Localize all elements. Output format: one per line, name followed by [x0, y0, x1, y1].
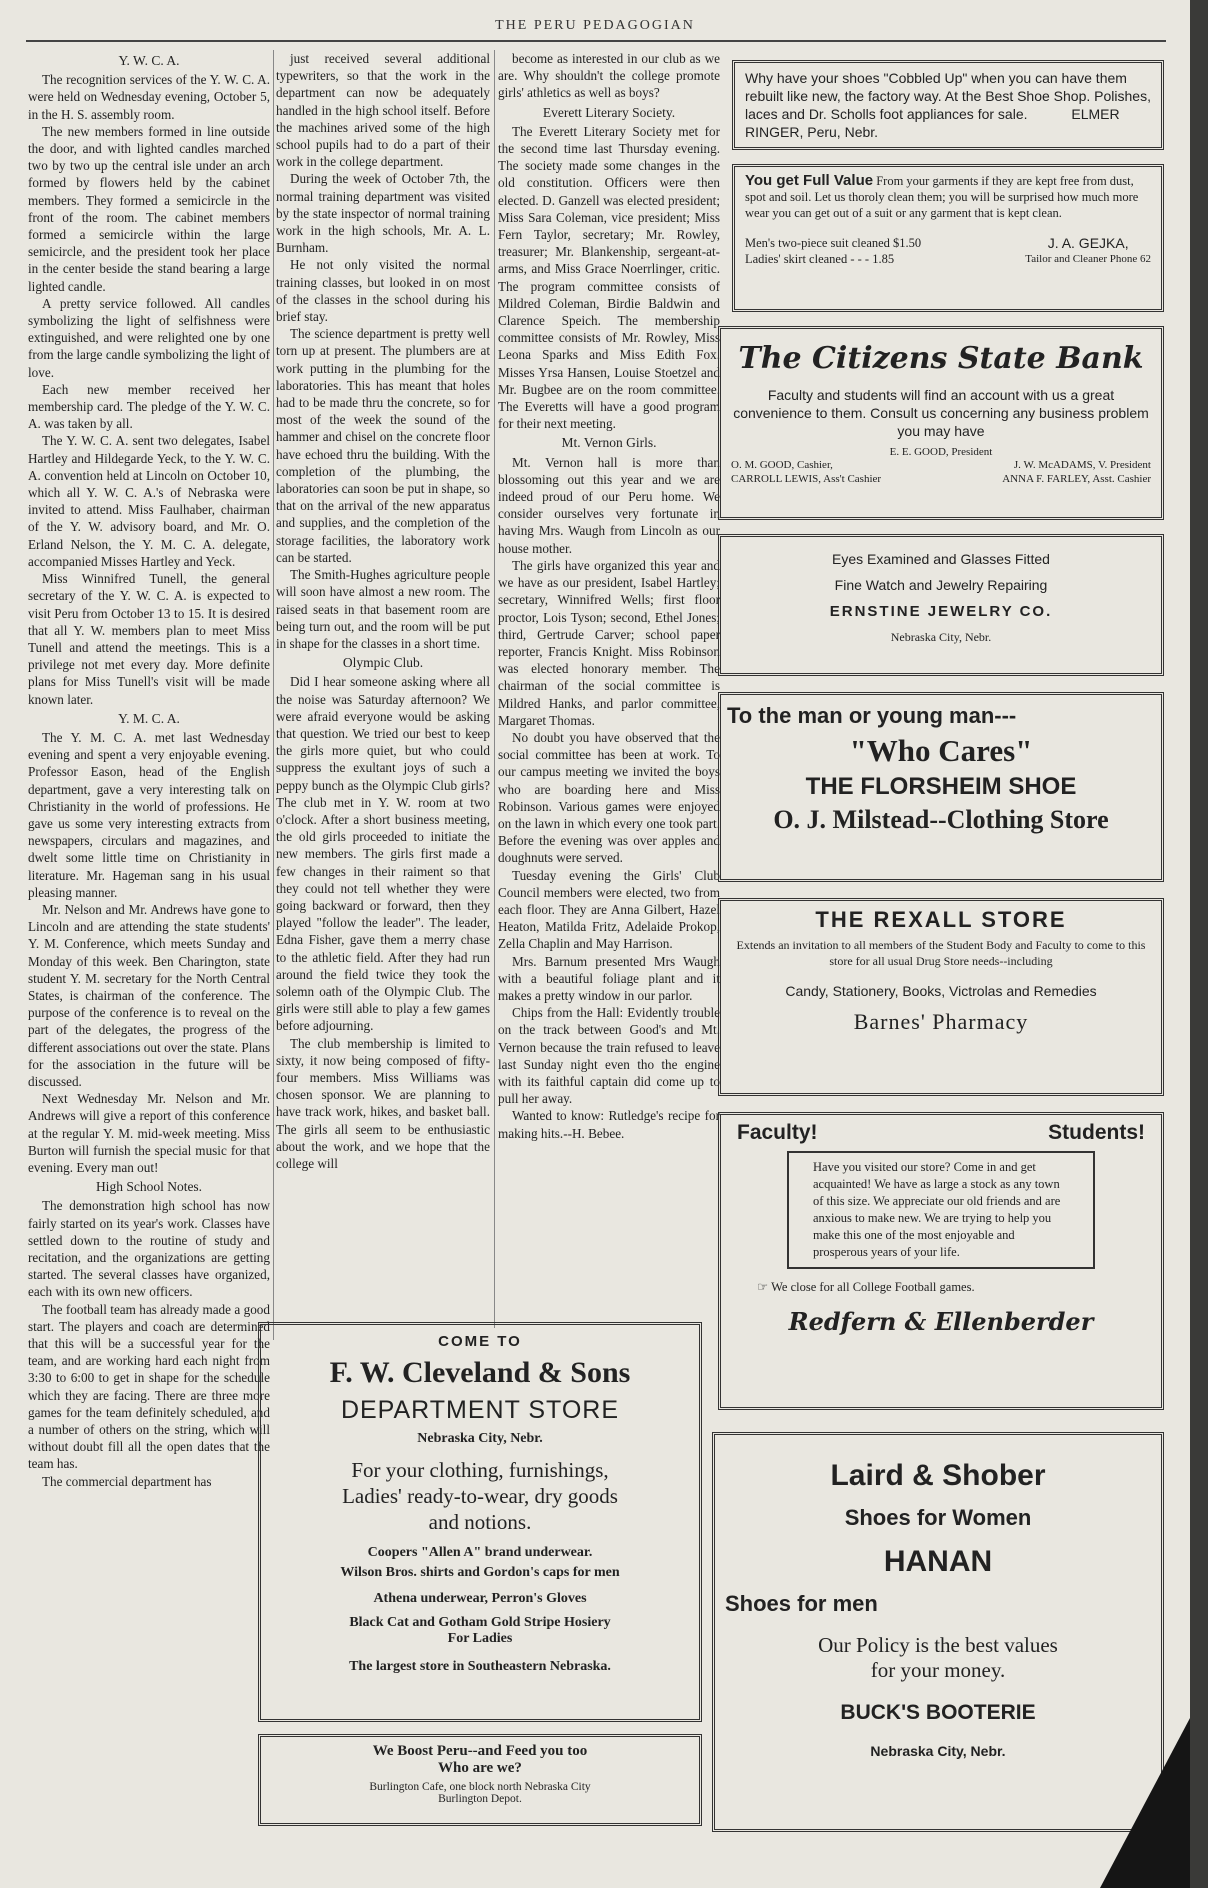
article-heading: Everett Literary Society. [542, 104, 676, 120]
ad-name: ERNSTINE JEWELRY CO. [829, 603, 1053, 620]
ad-price-line: Ladies' skirt cleaned - - - 1.85 [745, 252, 895, 266]
article-paragraph: Next Wednesday Mr. Nelson and Mr. Andrews will give a report of this conference at the regular Y. M. mid-week meeting. Miss Burton will furnish the special music for that evening. Every man out! [28, 1091, 270, 1175]
article-paragraph: Mrs. Barnum presented Mrs Waugh with a beautiful foliage plant and it makes a pretty window in our parlor. [498, 953, 720, 1003]
article-paragraph: The demonstration high school has now fairly started on its year's work. Classes have settled down to the routine of study and recitation, and the organizations are getting started. The several classes have organized, each with its own new officers. [28, 1198, 270, 1300]
bank-president: E. E. GOOD, President [889, 446, 993, 458]
article-paragraph: During the week of October 7th, the normal training department was visited by the state inspector of normal training work in the high schools, Mr. A. L. Burnham. [276, 171, 490, 256]
column-divider [273, 50, 274, 1340]
ad-florsheim [718, 692, 1164, 882]
ad-headline: F. W. Cleveland & Sons [329, 1356, 631, 1389]
column-divider [494, 50, 495, 1328]
article-heading: Y. W. C. A. [118, 53, 180, 68]
ad-text: Faculty and students will find an account with us a great convenience to them. Consult us concerning any business problem you may have [733, 387, 1149, 439]
article-paragraph: Each new member received her membership card. The pledge of the Y. W. C. A. was taken by all. [28, 381, 270, 432]
ad-price-line: Men's two-piece suit cleaned $1.50 [745, 236, 922, 250]
ad-headline: Laird & Shober [830, 1459, 1046, 1492]
ad-gejka [732, 164, 1164, 312]
article-paragraph: The girls have organized this year and we have as our president, Isabel Hartley; secretary, Winnifred Wells; first floor proctor, Lois Tyson; second, Ethel Jones; third, Gertrude Carver; school paper reporter, Francis Knight. Miss Robinson was elected honorary member. The chairman of the social committee is Mildred Hanks, and parlor committee, Margaret Thomas. [498, 557, 720, 728]
ad-line: Burlington Depot. [438, 1793, 522, 1805]
ad-name: Barnes' Pharmacy [853, 1009, 1029, 1034]
article-paragraph: Did I hear someone asking where all the noise was Saturday afternoon? We were afraid everyone would be asking that question. We tried our best to keep the girls more quiet, but who could suppress the exultant joys of such a peppy bunch as the Olympic Club girls? The club met in Y. W. room at two o'clock. After a short business meeting, the old girls proceeded to initiate the new members. The girls first made a few changes in their raiment so that they could not tell whether they were going backward or forward, then they played "follow the leader". The leader, Edna Fisher, gave them a merry chase to the athletic field. After they had run around the field twice they took the solemn oath of the Olympic Club. The girls were still able to play a few games before adjourning. [276, 674, 490, 1034]
bank-officer: ANNA F. FARLEY, Asst. Cashier [1002, 473, 1151, 485]
ad-line: and notions. [428, 1510, 532, 1534]
ad-line: To the man or young man--- [727, 703, 1017, 728]
ad-line: Wilson Bros. shirts and Gordon's caps for men [340, 1565, 620, 1580]
article-paragraph: Chips from the Hall: Evidently trouble on the track between Good's and Mt. Vernon because the train refused to leave last Sunday night even tho the engine with its faithful captain did come up to pull her away. [498, 1005, 720, 1107]
ad-line: For Ladies [447, 1631, 513, 1646]
article-paragraph: The recognition services of the Y. W. C. A. were held on Wednesday evening, October 5, in the H. S. assembly room. [28, 72, 270, 122]
rexall-title: THE REXALL STORE [815, 907, 1067, 932]
article-paragraph: He not only visited the normal training classes, but looked in on most of the classes in the school during his brief stay. [276, 257, 490, 325]
article-paragraph: Miss Winnifred Tunell, the general secretary of the Y. W. C. A. is expected to visit Peru from October 13 to 15. It is desired that all Y. W. members plan to meet Miss Tunell and attend the meetings. This is a privilege not met every day. More definite plans for Miss Tunell's visit will be made known later. [28, 571, 270, 707]
ad-city: Nebraska City, Nebr. [417, 1431, 543, 1446]
ad-line: DEPARTMENT STORE [340, 1396, 620, 1424]
article-paragraph: Tuesday evening the Girls' Club Council members were elected, two from each floor. They are Anna Gilbert, Hazel Heaton, Matilda Fritz, Adelaide Prokop, Zella Chaplin and May Harrison. [498, 867, 720, 952]
article-paragraph: The football team has already made a good start. The players and coach are determined that this will be a successful year for the team, and are working hard each night from 3:30 to 6:00 to get in shape for the schedule which they are facing. There are three more games for the team definitely scheduled, and a number of others on the string, which will without doubt fill all the open dates that the team has. [28, 1301, 270, 1472]
ad-text: From your garments if they are kept free from dust, spot and soil. Let us thoroly clean them; you will be surprised how much more wear you can get out of a suit or any garment that is kept clean. [745, 174, 1139, 220]
article-paragraph: just received several additional typewriters, so that the work in the department can now be adequately handled in the high school itself. Before the machines arived some of the high school pupils had to do a part of their work in the college department. [276, 51, 490, 170]
bank-officer: CARROLL LEWIS, Ass't Cashier [731, 473, 882, 485]
ad-line: Athena underwear, Perron's Gloves [373, 1591, 587, 1606]
ad-line: Black Cat and Gotham Gold Stripe Hosiery [349, 1615, 611, 1630]
header-rule [26, 40, 1166, 42]
ad-subline: Tailor and Cleaner Phone 62 [1025, 253, 1151, 265]
column-3 [498, 50, 720, 1328]
ad-line: Who are we? [438, 1760, 522, 1776]
ad-note-text: We close for all College Football games. [771, 1280, 975, 1294]
bank-officer: O. M. GOOD, Cashier, [731, 459, 833, 471]
page-header: THE PERU PEDAGOGIAN [495, 18, 695, 33]
article-heading: Olympic Club. [342, 655, 424, 671]
article-paragraph: The commercial department has [42, 1473, 212, 1489]
article-paragraph: Wanted to know: Rutledge's recipe for making hits.--H. Bebee. [498, 1108, 720, 1141]
ad-ernstine-jewelry [718, 534, 1164, 676]
ad-name: Redfern & Ellenberder [788, 1307, 1094, 1336]
ad-line: Candy, Stationery, Books, Victrolas and Remedies [785, 983, 1097, 999]
article-paragraph: The Smith-Hughes agriculture people will soon have almost a new room. The raised seats in that basement room are being turn out, and the room will be put in shape for the classes in a short time. [276, 567, 490, 651]
ad-name: ELMER RINGER, Peru, Nebr. [745, 106, 1120, 140]
bank-title: The Citizens State Bank [738, 341, 1144, 376]
article-paragraph: The Y. M. C. A. met last Wednesday evening and spent a very enjoyable evening. Professor Eason, head of the English department, gave a very interesting talk on Christianity in the world of professions. He gave us some very interesting extracts from newspapers, circulars and magazines, and dwelt some little time on Christianity in literature. Mr. Hageman sang in his usual pleasing manner. [28, 729, 270, 900]
ad-rexall [718, 898, 1164, 1096]
article-heading: Mt. Vernon Girls. [561, 435, 657, 451]
article-paragraph: Mr. Nelson and Mr. Andrews have gone to Lincoln and are attending the state students' Y. M. Conference, which meets Sunday and Monday of this week. Ben Charington, state student Y. M. secretary for the North Central States, is chairman of the conference. The purpose of the conference is to reveal on the part of the delegates, the progress of the different associations out over the state. Plans for the association in the future will be discussed. [28, 901, 270, 1089]
article-paragraph: The Y. W. C. A. sent two delegates, Isabel Hartley and Hildegarde Yeck, to the Y. W. C. A. convention held at Lincoln on October 10, which all Y. W. C. A.'s of Nebraska were invited to attend. Miss Faulhaber, chairman of the Y. W. advisory board, and Mr. O. Erland Nelson, the Y. M. C. A. delegate, accompanied Misses Hartley and Yeck. [28, 433, 270, 569]
ad-bucks-booterie [712, 1432, 1164, 1832]
ad-redfern-ellenberder [718, 1112, 1164, 1410]
ad-line: Our Policy is the best values [818, 1633, 1058, 1657]
column-2 [276, 50, 490, 1328]
ad-headline: Faculty! [737, 1121, 818, 1144]
article-paragraph: The science department is pretty well torn up at present. The plumbers are at work putting in the plumbing for the laboratories. This has meant that holes had to be made thru the concrete, so for most of the week the sound of the hammer and chisel on the concrete floor have echoed thru the building. With the completion of the plumbing, the laboratories can soon be put in shape, so that on the arrival of the new apparatus and supplies, and the completion of the storage facilities, the laboratory work can be started. [276, 326, 490, 565]
ad-citizens-bank [718, 326, 1164, 520]
article-paragraph: The new members formed in line outside the door, and with lighted candles marched two by two up the central isle under an arch formed by flowers held by the cabinet members. They formed a semicircle in the front of the room. The cabinet members formed a semicircle within the large semicircle, and the president took her place in the center beside the stand bearing a large lighted candle. [28, 123, 270, 294]
ad-line: Eyes Examined and Glasses Fitted [832, 551, 1050, 567]
ad-brand: HANAN [883, 1545, 993, 1578]
ad-burlington-cafe [258, 1734, 702, 1826]
ad-line: Ladies' ready-to-wear, dry goods [342, 1484, 618, 1508]
article-paragraph: No doubt you have observed that the social committee has been at work. To our campus meeting we invited the boys who are boarding here and Miss Robinson. Various games were enjoyed on the lawn in which every one took part. Before the evening was over apples and doughnuts were served. [498, 729, 720, 866]
ad-line: Coopers "Allen A" brand underwear. [367, 1545, 593, 1560]
ad-line: The largest store in Southeastern Nebraska. [349, 1659, 611, 1674]
ad-line: for your money. [870, 1658, 1006, 1682]
article-paragraph: become as interested in our club as we are. Why shouldn't the college promote girls' athletics as well as boys? [498, 51, 720, 101]
article-paragraph: The Everett Literary Society met for the second time last Thursday evening. The society made some changes in the old constitution. Officers were then elected. D. Ganzell was elected president; Miss Sara Coleman, vice president; Miss Fern Taylor, secretary; Mr. Rowley, treasurer; Mr. Blankenship, sergeant-at-arms, and Miss Grace Noerrlinger, critic. The program committee consists of Mildred Coleman, Birdie Baldwin and Clarence Speich. The membership committee consists of Mr. Rowley, Miss Leona Sparks and Miss Edith Fox. Misses Yrsa Hansen, Louise Stoetzel and Mr. Bugbee are on the room committee. The Everetts will have a good program for their next meeting. [498, 123, 720, 432]
article-paragraph: A pretty service followed. All candles symbolizing the light of selfishness were extinguished, and were relighted one by one from the large candle symbolizing the light of love. [28, 295, 270, 380]
ad-city: Nebraska City, Nebr. [870, 1743, 1006, 1759]
ad-headline: We Boost Peru--and Feed you too [372, 1743, 588, 1759]
column-1 [28, 50, 270, 1875]
ad-text: Extends an invitation to all members of the Student Body and Faculty to come to this store for all usual Drug Store needs--including [736, 938, 1146, 968]
article-heading: High School Notes. [95, 1179, 203, 1195]
ad-line: THE FLORSHEIM SHOE [805, 773, 1077, 800]
ad-line: Shoes for Women [844, 1505, 1032, 1530]
ad-name: O. J. Milstead--Clothing Store [773, 805, 1109, 834]
ad-elmer-ringer [732, 60, 1164, 150]
ad-text: Why have your shoes "Cobbled Up" when you can have them rebuilt like new, the factory way. At the Best Shoe Shop. Polishes, laces and Dr. Scholls foot appliances for sale. [745, 70, 1151, 122]
ad-inner-box: Have you visited our store? Come in and get acquainted! We have as large a stock as any town of this size. We appreciate our old friends and are anxious to make new. We are trying to help you make this one of the most enjoyable and prosperous years of your life. [787, 1151, 1095, 1269]
ad-name: J. A. GEJKA, [1047, 235, 1129, 251]
pointing-hand-icon: ☞ [757, 1280, 769, 1294]
ad-line: Burlington Cafe, one block north Nebraska City [369, 1781, 591, 1793]
ad-headline: Students! [1048, 1121, 1145, 1144]
ad-headline: "Who Cares" [849, 733, 1033, 768]
ad-note [731, 1279, 1151, 1295]
ad-line: Fine Watch and Jewelry Repairing [834, 577, 1048, 593]
ad-line: Shoes for men [725, 1591, 878, 1616]
ad-cleveland-sons [258, 1322, 702, 1722]
bank-officer: J. W. McADAMS, V. President [1013, 459, 1151, 471]
ad-headline: You get Full Value [745, 172, 874, 189]
ad-city: Nebraska City, Nebr. [890, 630, 992, 644]
article-paragraph: The club membership is limited to sixty, it now being composed of fifty-four members. Miss Williams was chosen sponsor. We are planning to have track work, hikes, and basket ball. The girls all seem to be enthusiastic about the work, and we hope that the college will [276, 1035, 490, 1171]
ad-line: COME TO [438, 1333, 522, 1350]
article-paragraph: Mt. Vernon hall is more than blossoming out this year and we are indeed proud of our Peru home. We consider ourselves very fortunate in having Mrs. Waugh from Lincoln as our house mother. [498, 454, 720, 556]
ad-line: For your clothing, furnishings, [351, 1458, 609, 1482]
ad-name: BUCK'S BOOTERIE [840, 1701, 1036, 1724]
article-heading: Y. M. C. A. [118, 710, 180, 726]
